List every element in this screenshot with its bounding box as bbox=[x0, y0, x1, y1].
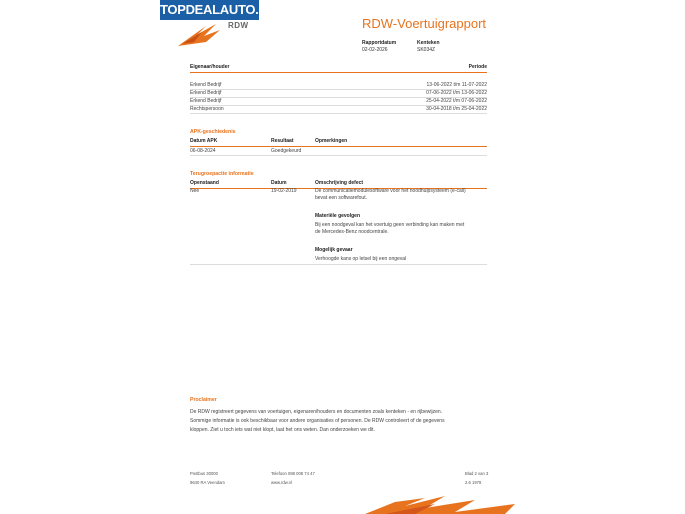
watermark-suffix: .NL bbox=[255, 2, 276, 17]
period-cell: 07-06-2022 t/m 13-06-2022 bbox=[426, 90, 487, 96]
recall-consequence-line1: Bij een noodgeval kan het voertuig geen verbinding kan maken met bbox=[315, 222, 465, 228]
apk-date-column-header: Datum APK bbox=[190, 138, 218, 144]
recall-section-title: Terugroepactie informatie bbox=[190, 171, 254, 177]
apk-result-cell: Goedgekeurd bbox=[271, 148, 302, 154]
apk-table-header bbox=[190, 137, 487, 147]
table-row bbox=[190, 147, 487, 156]
owner-cell: Erkend Bedrijf bbox=[190, 90, 222, 96]
owner-cell: Erkend Bedrijf bbox=[190, 82, 222, 88]
footer-code: 2.6 1978 bbox=[465, 480, 482, 485]
disclaimer-line3: kloppen. Ziet u toch iets wat niet klopt, laat het ons weten. Dan onderzoeken we dit. bbox=[190, 427, 375, 433]
recall-consequence-label: Materiële gevolgen bbox=[315, 213, 361, 219]
disclaimer-title: Proclaimer bbox=[190, 397, 217, 403]
rdw-logo-icon bbox=[176, 20, 228, 48]
footer-phone: Telefoon 088 008 74 47 bbox=[271, 471, 315, 476]
period-cell: 25-04-2022 t/m 07-06-2022 bbox=[426, 98, 487, 104]
footer-page: Blad 2 van 3 bbox=[465, 471, 489, 476]
disclaimer-line2: Sommige informatie is ook beschikbaar voor andere organisaties of personen. De RDW controleert of de gegevens bbox=[190, 418, 445, 424]
watermark-brand: TOPDEALAUTO bbox=[160, 2, 256, 17]
period-cell: 30-04-2018 t/m 25-04-2022 bbox=[426, 106, 487, 112]
recall-open-value: Nee bbox=[190, 188, 200, 194]
apk-result-column-header: Resultaat bbox=[271, 138, 294, 144]
topdealauto-watermark bbox=[160, 0, 276, 20]
report-date-value: 02-02-2026 bbox=[362, 47, 388, 53]
recall-danger-text: Verhoogde kans op letsel bij een ongeval bbox=[315, 256, 407, 262]
recall-danger-label: Mogelijk gevaar bbox=[315, 247, 353, 253]
plate-value: SK034Z bbox=[417, 47, 436, 53]
recall-desc-line1: De communicatiemodulesoftware voor het noodhulpsysteem (e-call) bbox=[315, 188, 466, 194]
footer-web: www.rdw.nl bbox=[271, 480, 292, 485]
recall-consequence-line2: de Mercedes-Benz noodcentrale. bbox=[315, 229, 389, 235]
apk-section-title: APK-geschiedenis bbox=[190, 129, 236, 135]
recall-open-column-header: Openstaand bbox=[190, 180, 219, 186]
owners-table-header bbox=[190, 63, 487, 73]
owner-column-header: Eigenaar/houder bbox=[190, 64, 230, 70]
recall-divider bbox=[190, 264, 487, 265]
footer-city: 9640 RA Veendam bbox=[190, 480, 225, 485]
recall-date-value: 19-02-2019 bbox=[271, 188, 297, 194]
footer-postbus: Postbus 30000 bbox=[190, 471, 218, 476]
apk-remarks-column-header: Opmerkingen bbox=[315, 138, 348, 144]
recall-desc-column-header: Omschrijving defect bbox=[315, 180, 364, 186]
recall-date-column-header: Datum bbox=[271, 180, 287, 186]
period-cell: 13-06-2022 t/m 11-07-2022 bbox=[426, 82, 487, 88]
disclaimer-line1: De RDW registreert gegevens van voertuigen, eigenaren/houders en documenten zoals kenteken - en rijbewijzen. bbox=[190, 409, 443, 415]
rdw-swoosh-icon bbox=[365, 494, 525, 514]
period-column-header: Periode bbox=[468, 64, 487, 70]
apk-date-cell: 06-08-2024 bbox=[190, 148, 216, 154]
report-date-label: Rapportdatum bbox=[362, 40, 397, 46]
recall-desc-line2: bevat een softwarefout. bbox=[315, 195, 367, 201]
plate-label: Kenteken bbox=[417, 40, 440, 46]
rdw-logo-text: RDW bbox=[228, 21, 249, 30]
owner-cell: Erkend Bedrijf bbox=[190, 98, 222, 104]
owner-cell: Rechtspersoon bbox=[190, 106, 224, 112]
report-title: RDW-Voertuigrapport bbox=[362, 16, 487, 31]
table-row bbox=[190, 105, 487, 114]
